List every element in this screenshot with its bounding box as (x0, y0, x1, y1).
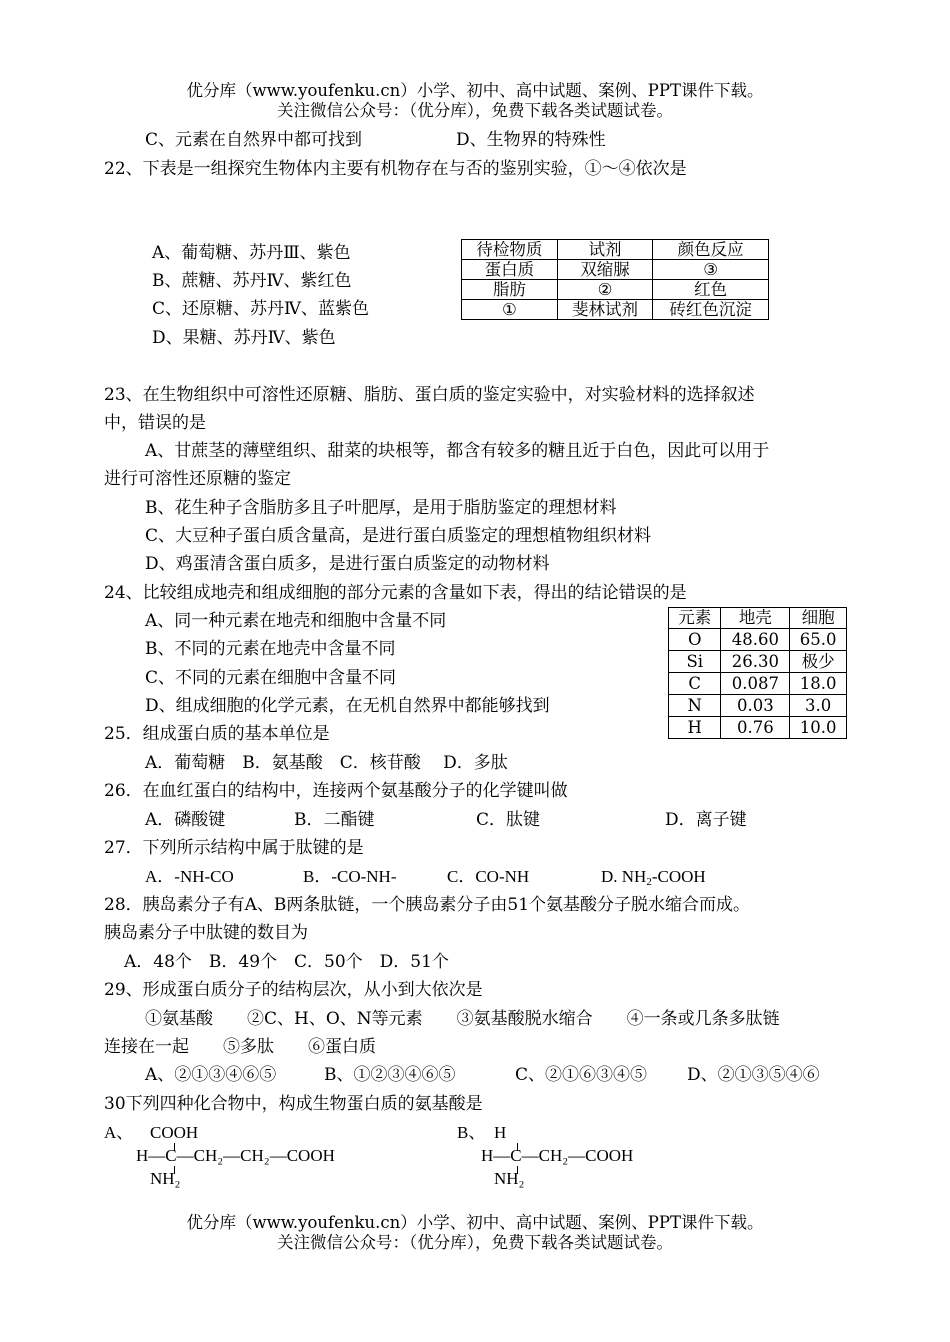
q27-d-sub: 2 (646, 876, 652, 888)
q24-option-c: C、不同的元素在细胞中含量不同 (145, 668, 397, 688)
table-cell: 10.0 (790, 717, 847, 739)
table-cell: 元素 (669, 608, 721, 629)
q22-option-a: A、葡萄糖、苏丹Ⅲ、紫色 (152, 243, 351, 263)
q24-option-d: D、组成细胞的化学元素，在无机自然界中都能够找到 (145, 696, 550, 716)
q30-option-b-label: B、 (457, 1123, 486, 1142)
table-cell: C (669, 673, 721, 695)
table-cell: ② (557, 280, 653, 300)
q29-option-c: C、②①⑥③④⑤ (515, 1065, 648, 1085)
table-cell: N (669, 695, 721, 717)
table-row (462, 300, 769, 320)
q23-option-a-1: A、甘蔗茎的薄壁组织、甜菜的块根等，都含有较多的糖且近于白色，因此可以用于 (145, 441, 770, 461)
table-cell: 脂肪 (462, 280, 558, 300)
q22-option-c: C、还原糖、苏丹Ⅳ、蓝紫色 (152, 299, 369, 319)
q30-option-a-label: A、 (104, 1123, 134, 1142)
q29-items-1: ①氨基酸 ②C、H、O、N等元素 ③氨基酸脱水缩合 ④一条或几条多肽链 (145, 1009, 780, 1029)
q27-option-c: C．CO-NH (447, 867, 530, 886)
q22-option-d: D、果糖、苏丹Ⅳ、紫色 (152, 328, 336, 348)
q30-a-bottom-group: NH₂ (150, 1169, 181, 1188)
table-cell: 斐林试剂 (557, 300, 653, 320)
q25-options: A．葡萄糖 B．氨基酸 C．核苷酸 D．多肽 (145, 753, 508, 773)
table-cell: 18.0 (790, 673, 847, 695)
table-row (669, 629, 847, 651)
table-cell: 极少 (790, 651, 847, 673)
q27-option-d (601, 865, 706, 894)
table-row (669, 673, 847, 695)
footer-line-1: 优分库（www.youfenku.cn）小学、初中、高中试题、案例、PPT课件下载。 (186, 1213, 764, 1232)
q28-stem-1: 28．胰岛素分子有A、B两条肽链，一个胰岛素分子由51个氨基酸分子脱水缩合而成。 (104, 895, 751, 915)
table-cell: 地壳 (721, 608, 790, 629)
q29-items-2: 连接在一起 ⑤多肽 ⑥蛋白质 (104, 1037, 376, 1057)
q21-option-c: C、元素在自然界中都可找到 (145, 130, 363, 150)
q23-stem-1: 23、在生物组织中可溶性还原糖、脂肪、蛋白质的鉴定实验中，对实验材料的选择叙述 (104, 385, 755, 405)
table-row (462, 260, 769, 280)
q27-stem: 27．下列所示结构中属于肽键的是 (104, 838, 364, 858)
q22-option-b: B、蔗糖、苏丹Ⅳ、紫红色 (152, 271, 352, 291)
table-cell: 48.60 (721, 629, 790, 651)
q23-option-a-2: 进行可溶性还原糖的鉴定 (104, 469, 291, 489)
q24-stem: 24、比较组成地壳和组成细胞的部分元素的含量如下表，得出的结论错误的是 (104, 583, 687, 603)
table-row (462, 240, 769, 260)
q27-option-b: B．-CO-NH- (303, 867, 397, 886)
q29-stem: 29、形成蛋白质分子的结构层次，从小到大依次是 (104, 980, 483, 1000)
q26-stem: 26．在血红蛋白的结构中，连接两个氨基酸分子的化学键叫做 (104, 781, 568, 801)
footer-line-2: 关注微信公众号：（优分库），免费下载各类试题试卷。 (277, 1233, 673, 1252)
q30-b-top-group: H (494, 1123, 507, 1142)
q27-option-a: A．-NH-CO (145, 867, 234, 886)
table-row (669, 651, 847, 673)
q30-b-bottom-group: NH₂ (494, 1169, 525, 1188)
q26-option-d: D．离子键 (665, 810, 747, 830)
table-cell: 65.0 (790, 629, 847, 651)
header-line-2: 关注微信公众号：（优分库），免费下载各类试题试卷。 (277, 101, 673, 120)
table-cell: 0.03 (721, 695, 790, 717)
q24-table (668, 607, 847, 739)
q23-option-b: B、花生种子含脂肪多且子叶肥厚，是用于脂肪鉴定的理想材料 (145, 498, 617, 518)
table-cell: 红色 (653, 280, 769, 300)
q26-option-b: B．二酯键 (294, 810, 375, 830)
table-cell: 细胞 (790, 608, 847, 629)
table-cell: 0.76 (721, 717, 790, 739)
q29-option-a: A、②①③④⑥⑤ (145, 1065, 277, 1085)
q30-a-main-chain: H—C—CH₂—CH₂—COOH (136, 1146, 335, 1165)
q30-stem: 30下列四种化合物中，构成生物蛋白质的氨基酸是 (104, 1094, 483, 1114)
table-cell: 待检物质 (462, 240, 558, 260)
table-cell: 26.30 (721, 651, 790, 673)
table-cell: 双缩脲 (557, 260, 653, 280)
q22-table (461, 239, 769, 320)
table-cell: ③ (653, 260, 769, 280)
q27-d-tail: -COOH (651, 867, 706, 886)
table-cell: Si (669, 651, 721, 673)
table-cell: 3.0 (790, 695, 847, 717)
table-cell: 试剂 (557, 240, 653, 260)
table-cell: 蛋白质 (462, 260, 558, 280)
q30-b-main-chain: H—C—CH₂—COOH (481, 1146, 634, 1165)
q25-stem: 25．组成蛋白质的基本单位是 (104, 724, 330, 744)
table-cell: 砖红色沉淀 (653, 300, 769, 320)
table-row (669, 608, 847, 629)
q26-option-c: C．肽键 (476, 810, 541, 830)
table-row (669, 717, 847, 739)
q23-stem-2: 中，错误的是 (104, 413, 206, 433)
q26-option-a: A．磷酸键 (145, 810, 226, 830)
q22-stem: 22、下表是一组探究生物体内主要有机物存在与否的鉴别实验，①～④依次是 (104, 159, 687, 179)
q30-a-top-group: COOH (150, 1123, 199, 1142)
table-cell: H (669, 717, 721, 739)
table-cell: 0.087 (721, 673, 790, 695)
q24-option-b: B、不同的元素在地壳中含量不同 (145, 639, 396, 659)
table-cell: 颜色反应 (653, 240, 769, 260)
q27-d-main: D. NH (601, 867, 647, 886)
table-row (462, 280, 769, 300)
q28-options: A．48个 B．49个 C．50个 D．51个 (124, 952, 449, 972)
table-cell: ① (462, 300, 558, 320)
q23-option-d: D、鸡蛋清含蛋白质多，是进行蛋白质鉴定的动物材料 (145, 554, 550, 574)
table-row (669, 695, 847, 717)
q21-option-d: D、生物界的特殊性 (456, 130, 606, 150)
q23-option-c: C、大豆种子蛋白质含量高，是进行蛋白质鉴定的理想植物组织材料 (145, 526, 652, 546)
q28-stem-2: 胰岛素分子中肽键的数目为 (104, 923, 308, 943)
header-line-1: 优分库（www.youfenku.cn）小学、初中、高中试题、案例、PPT课件下载。 (186, 81, 764, 100)
q29-option-b: B、①②③④⑥⑤ (324, 1065, 456, 1085)
q29-option-d: D、②①③⑤④⑥ (687, 1065, 820, 1085)
q24-option-a: A、同一种元素在地壳和细胞中含量不同 (145, 611, 447, 631)
table-cell: O (669, 629, 721, 651)
